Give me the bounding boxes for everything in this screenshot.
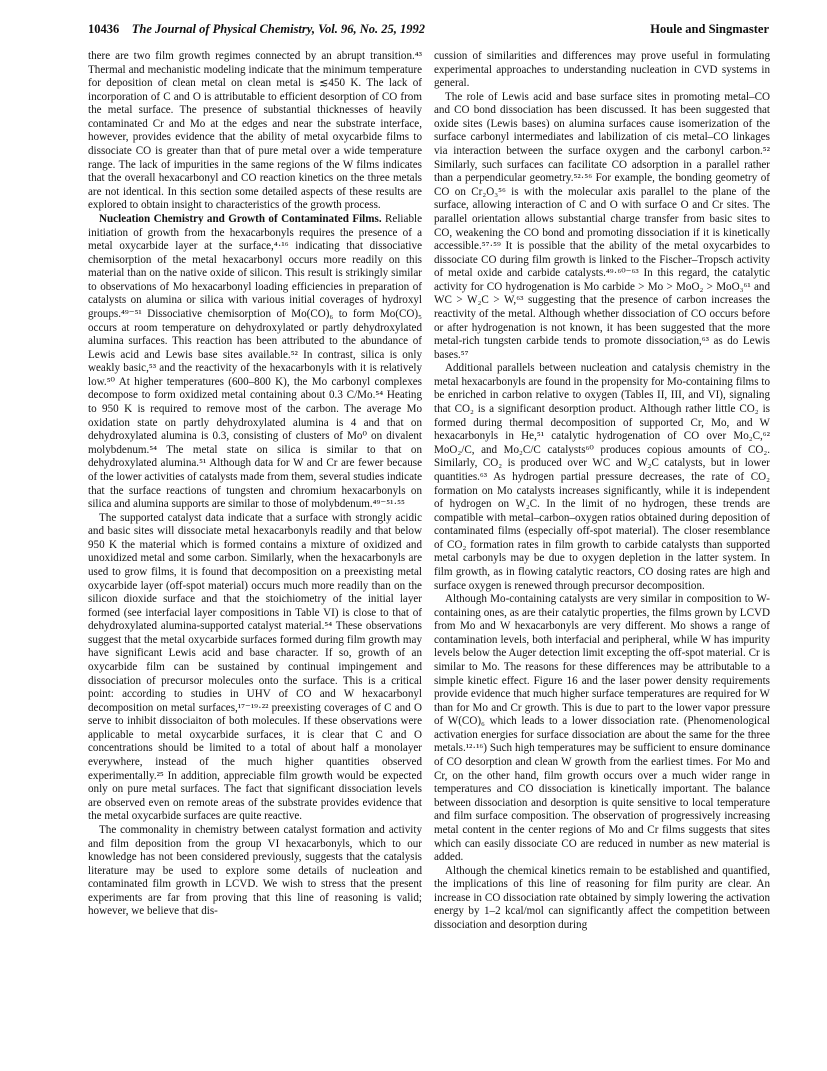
section-heading: Nucleation Chemistry and Growth of Contaminated Films. [99,212,382,225]
paragraph: Although Mo-containing catalysts are very similar in composition to W-containing ones, as are their catalytic properties, the films grown by LCVD from Mo and W hexacarbonyls are very different. Mo shows a range of contamination levels, both interfacial and peripheral, while W has impurity levels below the Auger detection limit excepting the off-spot material. Cr is similar to Mo. The reasons for these differences may be attributable to a simple kinetic effect. Figure 16 and the laser power density requirements provide evidence that much higher surface temperatures are required for W than for Mo and Cr growth. This is due to part to the lower vapor pressure of W(CO)₆ which leads to a lower dissociation rate. (Phenomenological activation energies for surface dissociation are about the same for the three metals.¹²·¹⁶) Such high temperatures may be sufficient to ensure dominance of CO desorption and clean W growth from the earliest times. For Mo and Cr, on the other hand, film growth occurs over a much wider range in temperatures and CO dissociation is kinetically important. The balance between dissociation and desorption is quite sensitive to local temperature and film surface composition. The observation of progressively increasing metal content in the center regions of Mo and Cr films suggests that sites which can easily dissociate CO are reduced in number as new material is added. [434,593,770,864]
section-paragraph [88,213,422,512]
paragraph: The commonality in chemistry between catalyst formation and activity and film deposition from the group VI hexacarbonyls, which to our knowledge has not been considered previously, suggests that the catalysis literature may be used to explore some details of nucleation and contaminated film growth in LCVD. We wish to stress that the present experiments are far from proving that this line of reasoning is valid; however, we believe that dis- [88,823,422,918]
paragraph: Although the chemical kinetics remain to be established and quantified, the implications of this line of reasoning for film purity are clear. An increase in CO dissociation rate obtained by simply lowering the activation energy by 1–2 kcal/mol can significantly affect the competition between dissociation and desorption during [434,864,770,931]
paragraph: cussion of similarities and differences may prove useful in formulating experimental approaches to understanding nucleation in CVD systems in general. [434,50,770,90]
journal-citation: The Journal of Physical Chemistry, Vol. 96, No. 25, 1992 [131,22,426,36]
left-column [88,50,422,919]
right-column [434,50,770,933]
header-left [88,22,425,37]
running-header [88,22,769,44]
paragraph-text: Reliable initiation of growth from the hexacarbonyls requires the presence of a metal oxycarbide layer at the surface,⁴·¹⁶ indicating that dissociative chemisorption of the metal hexacarbonyl occurs more readily on this material than on the native oxide of silicon. This result is strikingly similar to observations of Mo hexacarbonyl loading efficiencies in preparation of catalysts on alumina or silica with various initial coverages of hydroxyl groups.⁴⁹⁻⁵¹ Dissociative chemisorption of Mo(CO)₆ to form Mo(CO)₅ occurs at room temperature on dehydroxylated or partly dehydroxylated alumina surfaces. This reaction has been attributed to the abundance of Lewis acid and Lewis base sites available.⁵² In contrast, silica is only weakly basic,⁵³ and the reactivity of the hexacarbonyls with it is relatively low.⁵⁰ At higher temperatures (600–800 K), the Mo carbonyl complexes decompose to form oxidized metal containing about 0.3 C/Mo.⁵⁴ Heating to 950 K is required to remove most of the carbon. The average Mo oxidation state on partly dehydroxylated alumina is 4 and that on dehydroxylated alumina is 0.3, consisting of clusters of Mo⁰ on divalent molybdenum.⁵⁴ The metal state on silica is similar to that on dehydroxylated alumina.⁵¹ Although data for W and Cr are fewer because of the lower activities of catalysts made from them, several studies indicate that the surface reactions of tungsten and chromium hexacarbonyls on silica and alumina supports are similar to those of molybdenum.⁴⁹⁻⁵¹·⁵⁵ [88,212,422,511]
paragraph: The supported catalyst data indicate that a surface with strongly acidic and basic sites will dissociate metal hexacarbonyls readily and that below 950 K the material which is formed contains a mixture of oxidized and unoxidized metal and some carbon. Similarly, when the hexacarbonyls are used to grow films, it is found that decomposition on a preexisting metal oxycarbide layer (off-spot material) occurs much more readily than on the silicon dioxide surface and that the stoichiometry of the initial layer formed (see interfacial layer compositions in Table VI) is close to that of dehydroxylated alumina-supported catalyst material.⁵⁴ These observations suggest that the metal oxycarbide surfaces formed during film growth may have significant Lewis acid and base character. If so, growth of an oxycarbide film can be sustained by continual impingement and dissociation of precursor molecules onto the surface. This is a critical point: according to studies in UHV of CO and W hexacarbonyl decomposition on metal surfaces,¹⁷⁻¹⁹·²² preexisting coverages of C and O serve to inhibit dissociaiton of both molecules. If these observations were applicable to metal oxycarbide surfaces, it is clear that C and O concentrations should be limited to a total of about half a monolayer everywhere, instead of the much higher quantities observed experimentally.²⁵ In addition, appreciable film growth would be expected only on pure metal surfaces. The fact that significant dissociation levels are observed even on remote areas of the substrate provides evidence that the metal oxycarbide surfaces are quite reactive. [88,511,422,823]
paragraph: The role of Lewis acid and base surface sites in promoting metal–CO and CO bond dissociation has been discussed. It has been suggested that oxide sites (Lewis bases) on alumina surfaces cause isomerization of the surface carbonyl intermediates and labilization of cis metal–CO linkages via interaction between the surface oxygen and the carbonyl carbon.⁵² Similarly, such surfaces can facilitate CO adsorption in a parallel rather than a perpendicular geometry.⁵²·⁵⁶ For example, the bonding geometry of CO on Cr₂O₃⁵⁶ is with the molecular axis parallel to the plane of the surface, allowing interaction of C and O with surface O and Cr sites. The parallel orientation allows substantial charge transfer from basic sites to CO, weakening the CO bond and promoting dissociation if it is kinetically accessible.⁵⁷·⁵⁹ It is possible that the ability of the metal oxycarbides to dissociate CO during film growth is linked to the Fischer–Tropsch activity of metal oxide and carbide catalysts.⁴⁹·⁶⁰⁻⁶³ In this regard, the catalytic activity for CO hydrogenation is Mo carbide > Mo > MoO₂ > MoO₃⁶¹ and WC > W₂C > W,⁶³ suggesting that the presence of carbon increases the reactivity of the metal. Although whether dissociation of CO occurs before or after hydrogenation is not known, it has been suggested that the more metal-rich tungsten carbide tends to promote dissociation,⁶³ as do Lewis bases.⁵⁷ [434,90,770,361]
running-author: Houle and Singmaster [650,22,769,36]
paragraph: there are two film growth regimes connected by an abrupt transition.⁴³ Thermal and mechanistic modeling indicate that the minimum temperature for deposition of clean metal on clean metal is ≲450 K. The lack of incorporation of C and O is attributable to efficient desorption of CO from the metal surface. The presence of substantial thicknesses of heavily contaminated Cr and Mo at the edges and near the substrate interface, however, provides evidence that the ability of metal oxycarbide films to dissociate CO is greater than that of pure metal over a wide temperature range. The lack of impurities in the same regions of the W films indicates that the overall hexacarbonyl and CO reaction kinetics on the three metals are not identical. In this section some detailed aspects of these results are explored to obtain insight to characteristics of the growth process. [88,50,422,212]
paragraph: Additional parallels between nucleation and catalysis chemistry in the metal hexacarbonyls are found in the propensity for Mo-containing films to be enriched in carbon relative to oxygen (Tables II, III, and VI), signaling that CO₂ is a significant desorption product. Although rather little CO₂ is formed during thermal decomposition of supported Cr, Mo, and W hexacarbonyls in He,⁵¹ catalytic hydrogenation of CO over Mo₂C,⁶² MoO₂/C, and Mo₂C/C catalysts⁶⁰ produces copious amounts of CO₂. Similarly, CO₂ is produced over WC and W₂C catalysts, but in lower quantities.⁶³ As hydrogen partial pressure decreases, the rate of CO₂ formation on Mo catalysts increases significantly, while it is independent of hydrogen on W₂C. In the limit of no hydrogen, these trends are compatible with metal–carbon–oxygen ratios obtained during deposition of contaminated films (especially off-spot material). The closer resemblance of CO₂ formation rates in film growth to carbide catalysts than supported metal carbonyls may be due to oxygen depletion in the latter system. In film growth, as in flowing catalytic reactors, CO dosing rates are high and surface oxygen is renewed through precursor decomposition. [434,362,770,592]
page-number: 10436 [88,22,120,36]
